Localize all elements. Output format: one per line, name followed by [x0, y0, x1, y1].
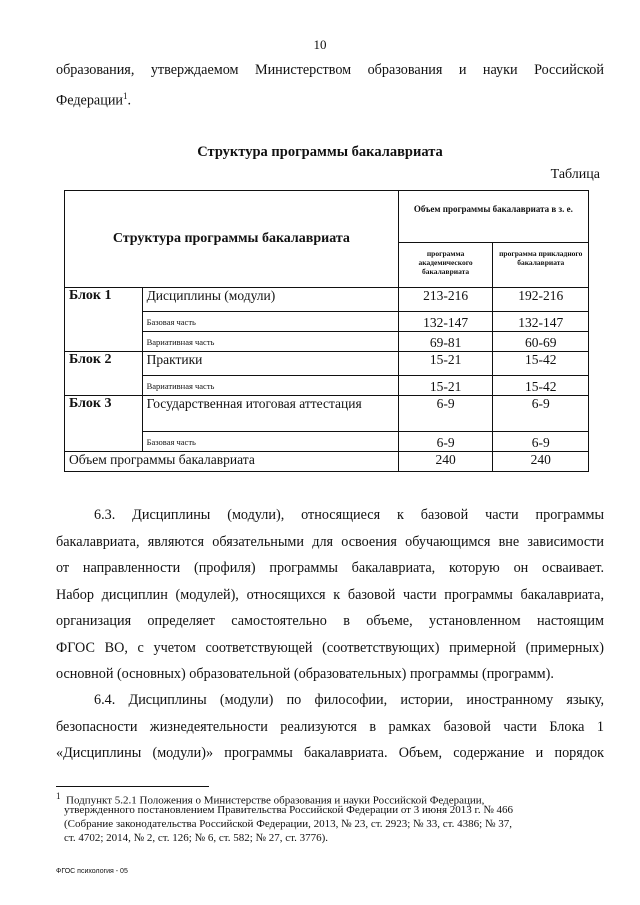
footnote-marker: 1 — [56, 791, 61, 801]
block3-academic: 6-9 — [398, 396, 493, 432]
block1-base-applied: 132-147 — [493, 312, 589, 332]
block1-var-academic: 69-81 — [398, 332, 493, 352]
footnote-ref: 1 — [123, 91, 128, 101]
table-header-volume: Объем программы бакалавриата в з. е. — [398, 191, 588, 243]
block1-base-academic: 132-147 — [398, 312, 493, 332]
block2-name: Блок 2 — [65, 352, 143, 376]
footnote-line-2: утвержденного постановлением Правительства Российской Федерации от 3 июня 2013 г. № 466 — [64, 804, 514, 816]
block2-var-label: Вариативная часть — [142, 376, 398, 396]
block3-applied: 6-9 — [493, 396, 589, 432]
col-applied-header: программа прикладного бакалавриата — [493, 243, 589, 288]
intro-line-2: Федерации$^1$. — [56, 91, 132, 109]
block2-applied: 15-42 — [493, 352, 589, 376]
block3-base-label: Базовая часть — [142, 432, 398, 452]
block2-var-academic: 15-21 — [398, 376, 493, 396]
block2-title: Практики — [142, 352, 398, 376]
block2-var-applied: 15-42 — [493, 376, 589, 396]
page-number: 10 — [313, 37, 327, 52]
intro-line-2-text: Федерации — [56, 92, 124, 109]
block3-base-applied: 6-9 — [493, 432, 589, 452]
block1-name: Блок 1 — [65, 288, 143, 312]
total-academic: 240 — [398, 452, 493, 472]
block1-academic: 213-216 — [398, 288, 493, 312]
block1-var-applied: 60-69 — [493, 332, 589, 352]
para63-line-6: ФГОС ВО, с учетом соответствующей (соответствующих) примерной (примерных) — [56, 640, 604, 656]
para63-line-7: основной (основных) образовательной (образовательных) программы (программ). — [56, 666, 554, 682]
para63-line-3: от направленности (профиля) программы бакалавриата, которую он осваивает. — [56, 560, 604, 576]
block1-title: Дисциплины (модули) — [142, 288, 398, 312]
block2-spacer — [65, 376, 143, 396]
para63-line-4: Набор дисциплин (модулей), относящихся к базовой части программы бакалавриата, — [56, 587, 604, 603]
col-academic-header: программа академического бакалавриата — [398, 243, 493, 288]
block3-name: Блок 3 — [65, 396, 143, 432]
program-structure-table — [64, 190, 589, 472]
para63-line-1: 6.3. Дисциплины (модули), относящиеся к базовой части программы — [94, 507, 604, 523]
intro-line-1: образования, утверждаемом Министерством образования и науки Российской — [56, 62, 604, 78]
footnote-divider — [56, 786, 209, 787]
footnote-line-3: (Собрание законодательства Российской Федерации, 2013, № 23, ст. 2923; № 33, ст. 4386; № 37, — [64, 818, 512, 830]
footnote-line-4: ст. 4702; 2014, № 2, ст. 126; № 6, ст. 582; № 27, ст. 3776). — [64, 832, 329, 844]
footnote-line-1-text: Подпункт 5.2.1 Положения о Министерстве образования и науки Российской Федерации, — [66, 794, 485, 807]
total-applied: 240 — [493, 452, 589, 472]
para64-line-2: безопасности жизнедеятельности реализуются в рамках базовой части Блока 1 — [56, 719, 604, 735]
table-caption: Таблица — [550, 167, 600, 182]
para63-line-5: организация определяет самостоятельно в объеме, установленном настоящим — [56, 613, 604, 629]
block1-applied: 192-216 — [493, 288, 589, 312]
para64-line-1: 6.4. Дисциплины (модули) по философии, истории, иностранному языку, — [94, 692, 604, 708]
total-label: Объем программы бакалавриата — [65, 452, 399, 472]
block1-spacer-2 — [65, 332, 143, 352]
table-header-title: Структура программы бакалавриата — [65, 191, 399, 288]
block1-var-label: Вариативная часть — [142, 332, 398, 352]
para64-line-3: «Дисциплины (модули)» программы бакалавриата. Объем, содержание и порядок — [56, 745, 604, 761]
block3-base-academic: 6-9 — [398, 432, 493, 452]
block3-spacer — [65, 432, 143, 452]
block3-title: Государственная итоговая аттестация — [142, 396, 398, 432]
block1-base-label: Базовая часть — [142, 312, 398, 332]
block1-spacer — [65, 312, 143, 332]
block2-academic: 15-21 — [398, 352, 493, 376]
para63-line-2: бакалавриата, являются обязательными для освоения обучающимся вне зависимости — [56, 534, 604, 550]
footer-mark: ФГОС психология - 05 — [56, 868, 128, 875]
section-heading: Структура программы бакалавриата — [197, 144, 443, 160]
